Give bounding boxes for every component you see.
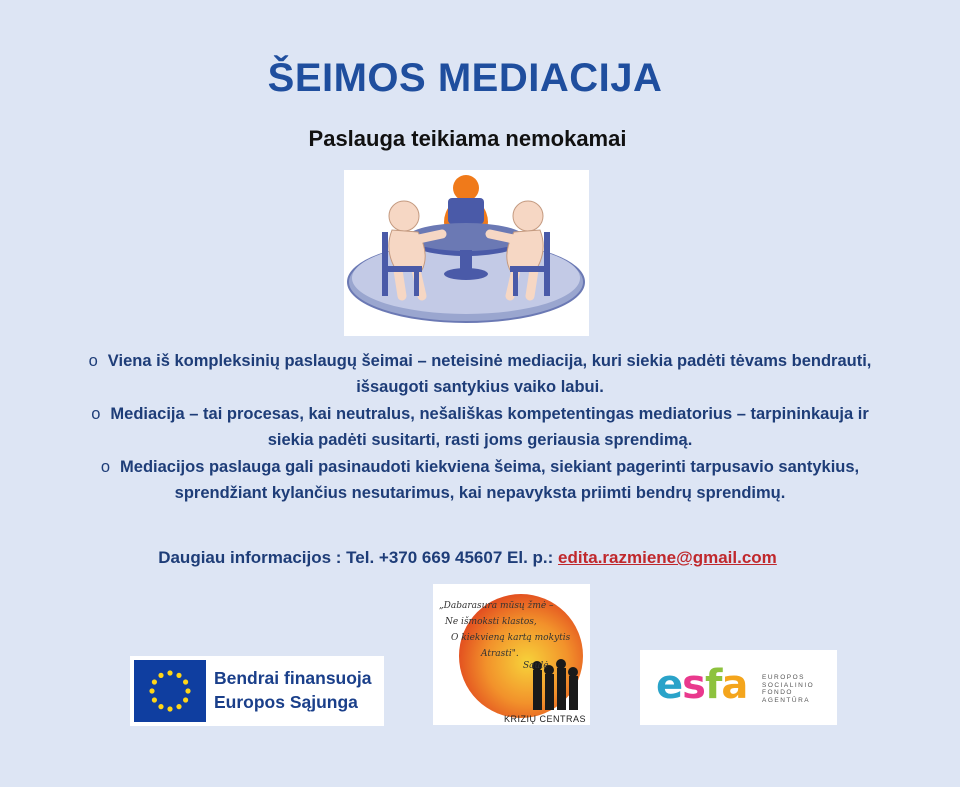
krizes-centras-label: KRIZIŲ CENTRAS	[503, 714, 586, 724]
quote-line-3: O kiekvieną kartą mokytis	[451, 633, 571, 643]
esfa-sub-line: EUROPOS	[762, 674, 806, 681]
contact-text: Daugiau informacijos : Tel. +370 669 45607 El. p.:	[158, 548, 554, 567]
bullet-marker: o	[88, 352, 98, 370]
mediation-illustration	[344, 170, 589, 336]
bullet-item	[30, 401, 930, 453]
page-subtitle: Paslauga teikiama nemokamai	[308, 126, 627, 151]
bullet-text-continued: sprendžiant kylančius nesutarimus, kai nepavyksta priimti bendrų sprendimų.	[174, 484, 786, 502]
esfa-letter-f: f	[704, 662, 722, 708]
krizes-centras-logo	[433, 584, 590, 725]
eu-cofunded-logo	[130, 656, 384, 726]
email-link[interactable]: edita.razmiene@gmail.com	[558, 548, 777, 567]
esfa-wordmark	[656, 662, 747, 708]
quote-line-1: „Dabarasura mūsų žmė –	[439, 601, 554, 611]
bullet-item	[30, 454, 930, 506]
quote-line-5: Saulė	[523, 661, 549, 671]
bullet-marker: o	[100, 458, 111, 476]
bullet-text: Mediacija – tai procesas, kai neutralus, nešališkas kompetentingas mediatorius – tarpininkauja ir	[110, 405, 869, 423]
bullet-text-continued: išsaugoti santykius vaiko labui.	[356, 378, 604, 396]
esfa-sub-line: FONDO	[762, 689, 793, 696]
eu-stars-icon	[134, 660, 206, 722]
bullet-text-continued: siekia padėti susitarti, rasti joms geriausia sprendimą.	[267, 431, 693, 449]
eu-logo-line2: Europos Sąjunga	[214, 692, 358, 712]
page-title: ŠEIMOS MEDIACIJA	[267, 56, 663, 100]
contact-info	[0, 548, 935, 568]
quote-line-4: Atrasti".	[481, 649, 519, 659]
eu-logo-line1: Bendrai finansuoja	[214, 668, 372, 688]
esfa-logo	[640, 650, 837, 725]
bullet-text: Mediacijos paslauga gali pasinaudoti kiekviena šeima, siekiant pagerinti tarpusavio santykius,	[120, 458, 860, 476]
esfa-letter-s: s	[682, 662, 705, 708]
esfa-letter-e: e	[656, 662, 683, 708]
eu-flag-icon	[134, 660, 206, 722]
bullet-item	[30, 348, 930, 400]
info-bullet-list	[30, 348, 930, 507]
esfa-sub-line: SOCIALINIO	[762, 681, 815, 689]
mediation-table-icon	[344, 170, 589, 336]
esfa-sub-line: AGENTŪRA	[762, 696, 811, 704]
esfa-letter-a: a	[721, 662, 748, 708]
bullet-text: Viena iš kompleksinių paslaugų šeimai – neteisinė mediacija, kuri siekia padėti tėvams bendrauti,	[107, 352, 872, 370]
quote-line-2: Ne išmoksti klastos,	[445, 617, 537, 627]
sun-graphic-icon	[433, 584, 590, 725]
esfa-subtitle	[762, 674, 814, 704]
bullet-marker: o	[91, 405, 101, 423]
